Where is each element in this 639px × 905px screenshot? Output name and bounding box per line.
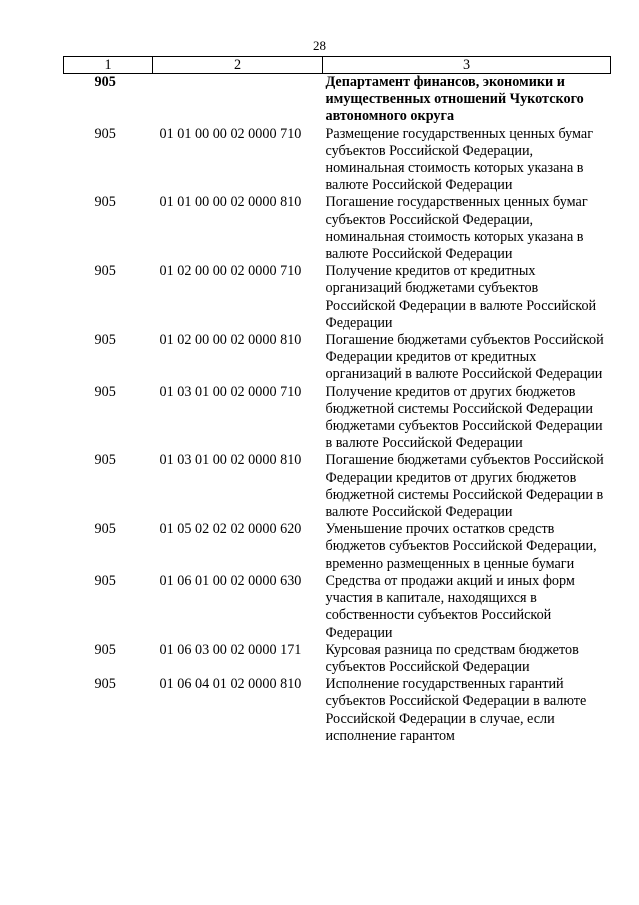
- description-cell: Размещение государственных ценных бумаг субъектов Российской Федерации, номинальная стоимость которых указана в валюте Российской Федерации: [325, 125, 594, 194]
- admin-code-cell: 905: [94, 452, 116, 469]
- classification-code-cell: [153, 74, 323, 126]
- description-cell: Получение кредитов от других бюджетов бюджетной системы Российской Федерации бюджетами субъектов Российской Федерации в валюте Российской Федерации: [325, 383, 603, 452]
- page-number: 28: [313, 38, 326, 53]
- admin-code-cell: 905: [94, 676, 116, 693]
- table-row: [64, 642, 611, 676]
- classification-code-cell: 01 03 01 00 02 0000 810: [159, 452, 302, 469]
- column-header-2: 2: [153, 57, 323, 74]
- classification-code-cell: 01 06 03 00 02 0000 171: [159, 641, 302, 658]
- classification-code-cell: 01 01 00 00 02 0000 810: [159, 194, 302, 211]
- admin-code-cell: 905: [94, 332, 116, 349]
- description-cell: Исполнение государственных гарантий субъектов Российской Федерации в валюте Российской Федерации в случае, если исполнение гарантом: [325, 676, 587, 744]
- table-row: [64, 74, 611, 126]
- description-cell: Получение кредитов от кредитных организаций бюджетами субъектов Российской Федерации в валюте Российской Федерации: [325, 263, 597, 331]
- description-cell: Курсовая разница по средствам бюджетов субъектов Российской Федерации: [325, 641, 579, 675]
- classification-code-cell: 01 03 01 00 02 0000 710: [159, 383, 302, 400]
- table-row: [64, 452, 611, 521]
- admin-code-cell: 905: [94, 263, 116, 280]
- table-row: [64, 126, 611, 195]
- classification-code-cell: 01 02 00 00 02 0000 710: [159, 263, 302, 280]
- admin-code-cell: 905: [94, 641, 116, 658]
- table-row: [64, 573, 611, 642]
- table-row: [64, 676, 611, 745]
- description-cell: Погашение бюджетами субъектов Российской Федерации кредитов от кредитных организаций в валюте Российской Федерации: [325, 332, 604, 383]
- column-header-1: 1: [64, 57, 153, 74]
- table-row: [64, 521, 611, 573]
- admin-code-cell: 905: [94, 125, 116, 142]
- description-cell: Погашение бюджетами субъектов Российской Федерации кредитов от других бюджетов бюджетной системы Российской Федерации в валюте Российской Федерации: [325, 452, 604, 521]
- table-row: [64, 194, 611, 263]
- description-cell: Средства от продажи акций и иных форм участия в капитале, находящихся в собственности субъектов Российской Федерации: [325, 572, 575, 641]
- classification-code-cell: 01 01 00 00 02 0000 710: [159, 125, 302, 142]
- table-row: [64, 384, 611, 453]
- admin-code-cell: 905: [94, 194, 116, 211]
- description-cell: Департамент финансов, экономики и имущественных отношений Чукотского автономного округа: [325, 74, 584, 125]
- admin-code-cell: 905: [94, 572, 116, 589]
- description-cell: Уменьшение прочих остатков средств бюджетов субъектов Российской Федерации, временно размещенных в ценные бумаги: [325, 521, 597, 572]
- table-header-row: [64, 57, 611, 74]
- classification-code-cell: 01 06 01 00 02 0000 630: [159, 572, 302, 589]
- classification-code-cell: 01 02 00 00 02 0000 810: [159, 332, 302, 349]
- table-row: [64, 332, 611, 384]
- table-header: [64, 57, 611, 74]
- table-row: [64, 263, 611, 332]
- admin-code-cell: 905: [94, 383, 116, 400]
- budget-sources-table: [63, 56, 611, 745]
- admin-code-cell: 905: [94, 74, 116, 90]
- classification-code-cell: 01 05 02 02 02 0000 620: [159, 521, 302, 538]
- column-header-3: 3: [323, 57, 611, 74]
- admin-code-cell: 905: [94, 521, 116, 538]
- classification-code-cell: 01 06 04 01 02 0000 810: [159, 676, 302, 693]
- table-body: [64, 74, 611, 745]
- description-cell: Погашение государственных ценных бумаг субъектов Российской Федерации, номинальная стоимость которых указана в валюте Российской Федерации: [325, 194, 588, 263]
